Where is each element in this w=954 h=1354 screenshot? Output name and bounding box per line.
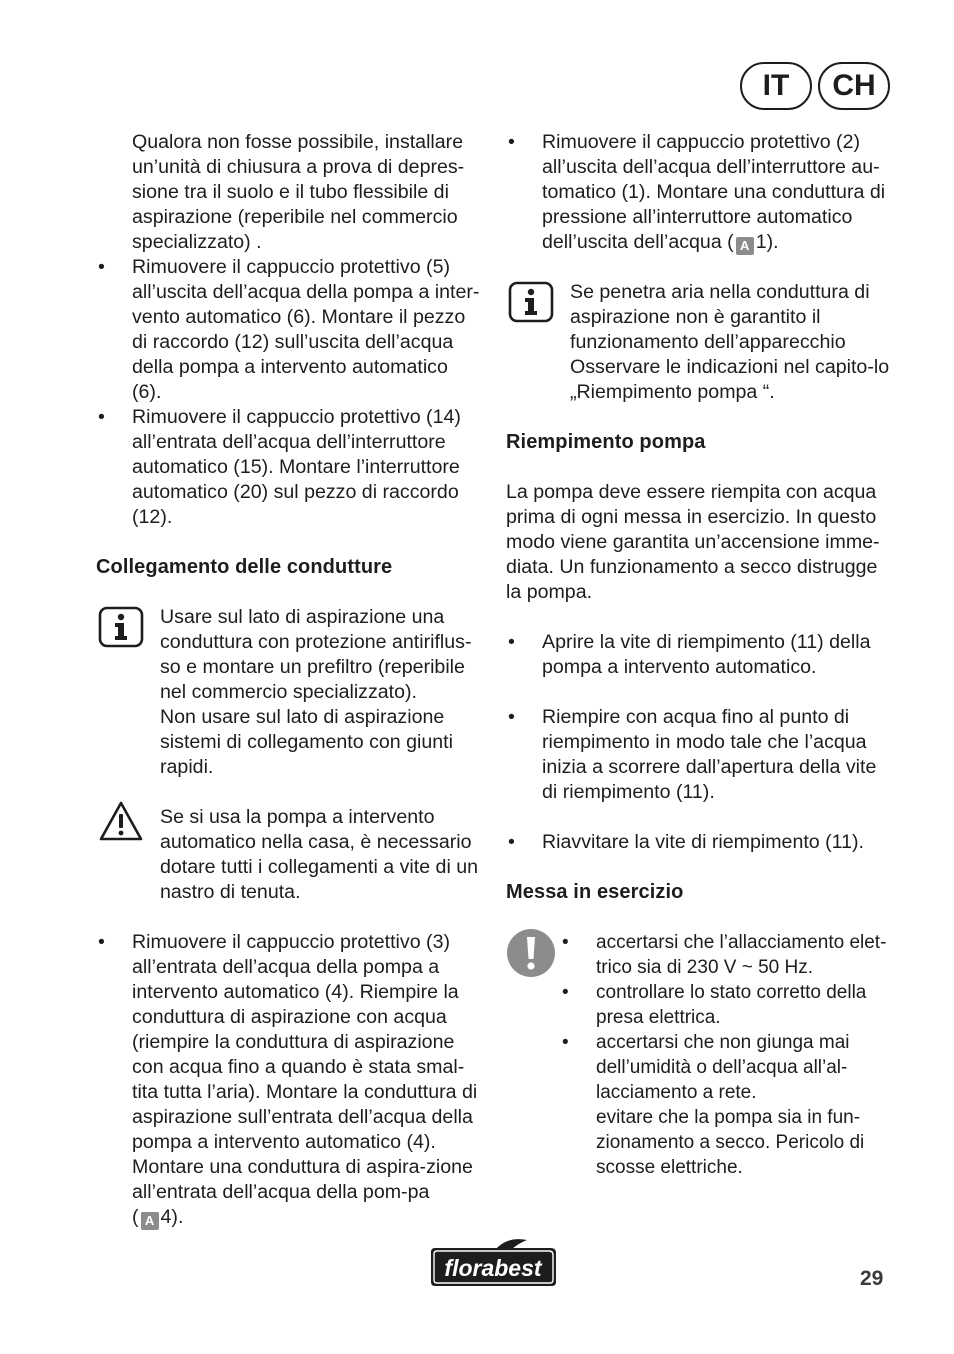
- left-column: [96, 130, 480, 1230]
- exclamation-circle-icon: [506, 928, 556, 978]
- warning-note-text: Se si usa la pompa a intervento automatico nella casa, è necessario dotare tutti i collegamenti a vite di un nastro di tenuta.: [160, 806, 479, 903]
- section-heading-connections: Collegamento delle condutture: [96, 556, 393, 578]
- caution-text: evitare che la pompa sia in fun-zionamento a secco. Pericolo di scosse elettriche.: [596, 1107, 865, 1178]
- bullet-text: Rimuovere il cappuccio protettivo (2) all’uscita dell’acqua dell’interruttore au-tomatico (1). Montare una conduttura di pressione all’interruttore automatico dell’uscita dell’acqua (: [542, 131, 886, 253]
- warning-triangle-icon: [98, 799, 144, 843]
- figure-ref-badge: A: [736, 237, 754, 255]
- figure-ref-badge: A: [141, 1212, 159, 1230]
- caution-note: [506, 930, 890, 1180]
- bullet-item: • Rimuovere il cappuccio protettivo (14) all’entrata dell’acqua dell’interruttore automatico (15). Montare l’interruttore automatico (20) sul pezzo di raccordo (12).: [96, 405, 480, 530]
- language-badges: [740, 62, 890, 108]
- info-note: [506, 280, 890, 405]
- section-heading-startup: Messa in esercizio: [506, 881, 684, 903]
- figure-ref-open: (: [132, 1206, 139, 1228]
- page-number: 29: [860, 1267, 884, 1290]
- info-note-text: Non usare sul lato di aspirazione sistemi di collegamento con giunti rapidi.: [160, 706, 453, 778]
- intro-paragraph: Qualora non fosse possibile, installare un’unità di chiusura a prova di depres-sione tra il suolo e il tubo flessibile di aspirazione (reperibile nel commercio specializzato) .: [132, 131, 465, 253]
- info-note-text: Usare sul lato di aspirazione una conduttura con protezione antiriflus-so e montare un prefiltro (reperibile nel commercio specializzato).: [160, 606, 472, 703]
- info-note: [96, 605, 480, 780]
- caution-bullet: • accertarsi che non giunga mai dell’umidità o dell’acqua all’al-lacciamento a rete.: [560, 1030, 890, 1105]
- bullet-item: • Aprire la vite di riempimento (11) della pompa a intervento automatico.: [506, 630, 890, 680]
- caution-bullet: • accertarsi che l’allacciamento elet-trico sia di 230 V ~ 50 Hz.: [560, 930, 890, 980]
- info-icon: [508, 280, 554, 324]
- figure-ref-close: 1).: [755, 231, 779, 253]
- bullet-item: • Riavvitare la vite di riempimento (11).: [506, 830, 890, 855]
- bullet-item: • Riempire con acqua fino al punto di riempimento in modo tale che l’acqua inizia a scorrere dall’apertura della vite di riempimento (11).: [506, 705, 890, 805]
- brand-name: florabest: [444, 1255, 542, 1281]
- figure-ref-close: 4).: [160, 1206, 184, 1228]
- body-paragraph: La pompa deve essere riempita con acqua prima di ogni messa in esercizio. In questo modo viene garantita un’accensione imme-diata. Un funzionamento a secco distrugge la pompa.: [506, 481, 880, 603]
- info-icon: [98, 605, 144, 649]
- florabest-logo: [425, 1238, 561, 1290]
- bullet-text: Rimuovere il cappuccio protettivo (3) all’entrata dell’acqua della pompa a intervento automatico (4). Riempire la conduttura di aspirazione con acqua (riempire la conduttura di aspirazione con acqua fino a quando è stata smal-tita tutta l’aria). Montare la conduttura di aspirazione sull’entrata dell’acqua della pompa a intervento automatico (4). Montare una conduttura di aspira-zione all’entrata dell’acqua della pom-pa: [132, 931, 478, 1203]
- bullet-item: • Rimuovere il cappuccio protettivo (5) all’uscita dell’acqua della pompa a inter-vento automatico (6). Montare il pezzo di raccordo (12) sull’uscita dell’acqua della pompa a intervento automatico (6).: [96, 255, 480, 405]
- info-note-text: Se penetra aria nella conduttura di aspirazione non è garantito il funzionamento dell’apparecchio Osservare le indicazioni nel capito-lo „Riempimento pompa “.: [570, 281, 890, 403]
- warning-note: [96, 805, 480, 905]
- caution-bullet: • controllare lo stato corretto della presa elettrica.: [560, 980, 890, 1030]
- section-heading-filling: Riempimento pompa: [506, 431, 706, 453]
- language-badge-ch: CH: [818, 62, 890, 110]
- bullet-item: [96, 930, 480, 1230]
- right-column: [506, 130, 890, 1180]
- language-badge-it: IT: [740, 62, 812, 110]
- bullet-item: [506, 130, 890, 255]
